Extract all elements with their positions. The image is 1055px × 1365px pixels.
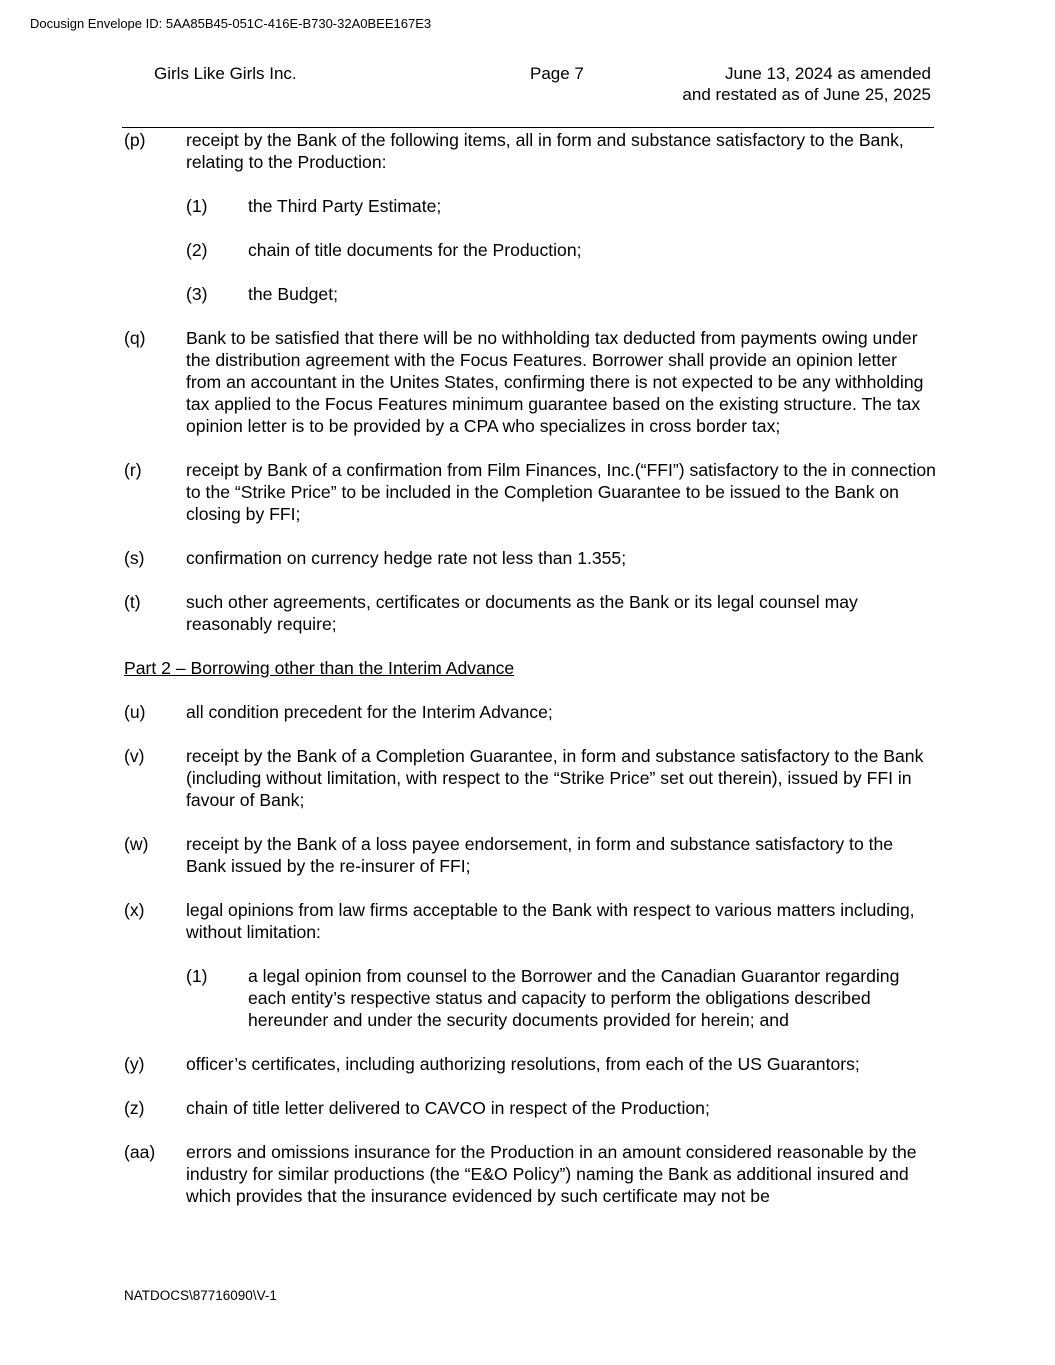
clause-text: Bank to be satisfied that there will be no withholding tax deducted from payments owing under the distribution agreement with the Focus Features. Borrower shall provide an opinion letter from an accountant in the Unites States, confirming there is not expected to be any withholding tax applied to the Focus Features minimum guarantee based on the existing structure. The tax opinion letter is to be provided by a CPA who specializes in cross border tax; xyxy=(186,328,924,436)
clause-p-sub-1 xyxy=(186,195,936,217)
document-footer-id: NATDOCS\87716090\V-1 xyxy=(124,1288,277,1303)
header-date-line1: June 13, 2024 as amended xyxy=(724,64,931,83)
clause-text: errors and omissions insurance for the Production in an amount considered reasonable by the industry for similar productions (the “E&O Policy”) naming the Bank as additional insured and which provides that the insurance evidenced by such certificate may not be xyxy=(186,1142,917,1206)
clause-text: confirmation on currency hedge rate not less than 1.355; xyxy=(186,548,627,568)
subclause-label: (1) xyxy=(186,966,208,986)
clause-label: (t) xyxy=(124,592,141,612)
clause-label: (s) xyxy=(124,548,145,568)
clause-label: (q) xyxy=(124,328,146,348)
header-page-number: Page 7 xyxy=(530,64,584,83)
clause-z xyxy=(124,1097,936,1119)
clause-p xyxy=(124,129,936,173)
part-2-heading: Part 2 – Borrowing other than the Interim Advance xyxy=(124,658,515,678)
subclause-label: (3) xyxy=(186,284,208,304)
clause-p-sub-3 xyxy=(186,283,936,305)
clause-label: (aa) xyxy=(124,1142,156,1162)
clause-label: (r) xyxy=(124,460,142,480)
clause-text: officer’s certificates, including authorizing resolutions, from each of the US Guarantors; xyxy=(186,1054,860,1074)
clause-label: (y) xyxy=(124,1054,145,1074)
subclause-text: a legal opinion from counsel to the Borrower and the Canadian Guarantor regarding each entity’s respective status and capacity to perform the obligations described hereunder and under the security documents provided for herein; and xyxy=(248,966,900,1030)
clause-s xyxy=(124,547,936,569)
subclause-label: (2) xyxy=(186,240,208,260)
clause-label: (v) xyxy=(124,746,145,766)
clause-text: legal opinions from law firms acceptable to the Bank with respect to various matters including, without limitation: xyxy=(186,900,915,942)
clause-text: receipt by Bank of a confirmation from Film Finances, Inc.(“FFI”) satisfactory to the in connection to the “Strike Price” to be included in the Completion Guarantee to be issued to the Bank on closing by FFI; xyxy=(186,460,936,524)
clause-u xyxy=(124,701,936,723)
clause-text: receipt by the Bank of the following items, all in form and substance satisfactory to the Bank, relating to the Production: xyxy=(186,130,904,172)
clause-text: receipt by the Bank of a Completion Guarantee, in form and substance satisfactory to the Bank (including without limitation, with respect to the “Strike Price” set out therein), issued by FFI in favour of Bank; xyxy=(186,746,924,810)
clause-p-sub-2 xyxy=(186,239,936,261)
clause-text: all condition precedent for the Interim Advance; xyxy=(186,702,553,722)
clause-v xyxy=(124,745,936,811)
clause-x xyxy=(124,899,936,943)
document-body xyxy=(124,129,936,1229)
clause-r xyxy=(124,459,936,525)
header-date xyxy=(682,63,931,105)
envelope-id: Docusign Envelope ID: 5AA85B45-051C-416E-B730-32A0BEE167E3 xyxy=(30,16,432,31)
clause-label: (u) xyxy=(124,702,146,722)
subclause-text: the Third Party Estimate; xyxy=(248,196,442,216)
clause-text: chain of title letter delivered to CAVCO in respect of the Production; xyxy=(186,1098,710,1118)
subclause-label: (1) xyxy=(186,196,208,216)
clause-y xyxy=(124,1053,936,1075)
header-divider xyxy=(122,127,934,128)
clause-q xyxy=(124,327,936,437)
clause-label: (w) xyxy=(124,834,149,854)
clause-x-sub-1 xyxy=(186,965,936,1031)
clause-label: (p) xyxy=(124,130,146,150)
clause-w xyxy=(124,833,936,877)
header-date-line2: and restated as of June 25, 2025 xyxy=(682,85,931,104)
clause-label: (x) xyxy=(124,900,145,920)
clause-label: (z) xyxy=(124,1098,145,1118)
clause-aa xyxy=(124,1141,936,1207)
header-company: Girls Like Girls Inc. xyxy=(154,64,297,83)
clause-t xyxy=(124,591,936,635)
clause-text: receipt by the Bank of a loss payee endorsement, in form and substance satisfactory to the Bank issued by the re-insurer of FFI; xyxy=(186,834,894,876)
clause-text: such other agreements, certificates or documents as the Bank or its legal counsel may reasonably require; xyxy=(186,592,858,634)
subclause-text: the Budget; xyxy=(248,284,338,304)
subclause-text: chain of title documents for the Production; xyxy=(248,240,582,260)
